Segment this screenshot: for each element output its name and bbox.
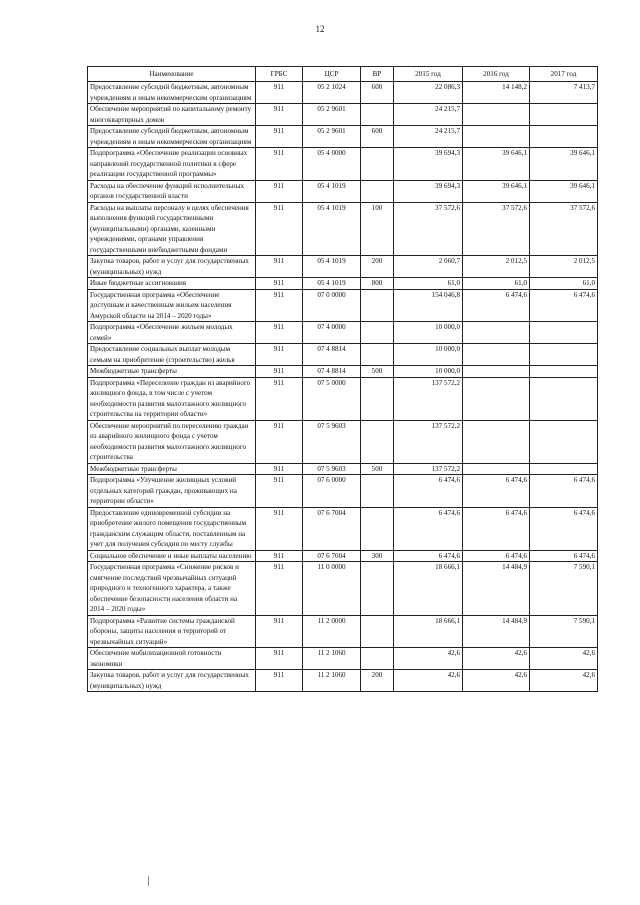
- cell-2017: 39 646,1: [530, 148, 598, 181]
- cell-name: Иные бюджетные ассигнования: [88, 278, 256, 290]
- header-grbs: ГРБС: [256, 67, 303, 82]
- cell-2017: 39 646,1: [530, 180, 598, 202]
- cell-csr: 07 0 0000: [303, 289, 361, 322]
- table-row: [88, 126, 598, 148]
- cell-csr: 07 4 0000: [303, 322, 361, 344]
- cell-vr: [361, 615, 394, 648]
- cell-vr: 800: [361, 278, 394, 290]
- cell-vr: [361, 420, 394, 463]
- cell-2017: [530, 126, 598, 148]
- cell-name: Обеспечение мобилизационной готовности экономики: [88, 648, 256, 670]
- cell-vr: [361, 180, 394, 202]
- cell-vr: 200: [361, 256, 394, 278]
- header-2016: 2016 год: [463, 67, 530, 82]
- cell-vr: 600: [361, 82, 394, 104]
- table-row: [88, 377, 598, 420]
- cell-2015: 6 474,6: [394, 550, 463, 562]
- table-row: [88, 322, 598, 344]
- cell-2017: 6 474,6: [530, 550, 598, 562]
- cell-2015: 42,6: [394, 670, 463, 692]
- cell-2017: [530, 463, 598, 475]
- cell-2015: 39 694,3: [394, 180, 463, 202]
- cell-2017: 42,6: [530, 648, 598, 670]
- cell-2015: 18 666,1: [394, 615, 463, 648]
- cell-2016: 6 474,6: [463, 289, 530, 322]
- cell-vr: [361, 344, 394, 366]
- cell-grbs: 911: [256, 377, 303, 420]
- cell-2016: 6 474,6: [463, 507, 530, 550]
- table-row: [88, 463, 598, 475]
- cell-2016: 14 484,9: [463, 562, 530, 616]
- header-csr: ЦСР: [303, 67, 361, 82]
- cell-2016: [463, 344, 530, 366]
- cell-vr: [361, 377, 394, 420]
- table-row: [88, 278, 598, 290]
- cell-vr: [361, 562, 394, 616]
- table-row: [88, 202, 598, 256]
- table-row: [88, 104, 598, 126]
- cell-name: Государственная программа «Снижение рисков и смягчение последствий чрезвычайных ситуаций природного и техногенного характера, а также обеспечение безопасности населения области на 2014 – 2020 годы»: [88, 562, 256, 616]
- cell-csr: 07 5 0000: [303, 377, 361, 420]
- table-row: [88, 648, 598, 670]
- cell-2015: 10 000,0: [394, 366, 463, 378]
- cell-grbs: 911: [256, 507, 303, 550]
- cell-2015: 137 572,2: [394, 463, 463, 475]
- cell-2016: 42,6: [463, 648, 530, 670]
- budget-table: [87, 66, 598, 692]
- table-row: [88, 562, 598, 616]
- cell-name: Предоставление социальных выплат молодым семьям на приобретение (строительство) жилья: [88, 344, 256, 366]
- cell-name: Закупка товаров, работ и услуг для государственных (муниципальных) нужд: [88, 256, 256, 278]
- cell-2016: 39 646,1: [463, 148, 530, 181]
- cell-2017: 37 572,6: [530, 202, 598, 256]
- cell-vr: [361, 104, 394, 126]
- cell-2017: 6 474,6: [530, 475, 598, 508]
- cell-vr: [361, 322, 394, 344]
- cell-2016: [463, 420, 530, 463]
- cell-grbs: 911: [256, 82, 303, 104]
- cell-2017: 6 474,6: [530, 289, 598, 322]
- cell-name: Обеспечение мероприятий по переселению граждан из аварийного жилищного фонда с учетом необходимости развития малоэтажного жилищного строительства: [88, 420, 256, 463]
- cell-2017: [530, 322, 598, 344]
- cell-vr: [361, 475, 394, 508]
- cell-2015: 42,6: [394, 648, 463, 670]
- cell-2015: 37 572,6: [394, 202, 463, 256]
- cell-name: Предоставление субсидий бюджетным, автономным учреждениям и иным некоммерческим организациям: [88, 82, 256, 104]
- table-row: [88, 420, 598, 463]
- cell-grbs: 911: [256, 550, 303, 562]
- cell-grbs: 911: [256, 463, 303, 475]
- cell-grbs: 911: [256, 148, 303, 181]
- cell-grbs: 911: [256, 322, 303, 344]
- cell-2016: [463, 126, 530, 148]
- cell-2015: 2 060,7: [394, 256, 463, 278]
- cell-2016: [463, 104, 530, 126]
- cell-2016: 14 148,2: [463, 82, 530, 104]
- cell-csr: 07 6 0000: [303, 475, 361, 508]
- cell-grbs: 911: [256, 562, 303, 616]
- cell-grbs: 911: [256, 366, 303, 378]
- cell-2017: [530, 104, 598, 126]
- cell-2016: 6 474,6: [463, 475, 530, 508]
- page-number: 12: [315, 24, 325, 34]
- cell-name: Подпрограмма «Переселение граждан из аварийного жилищного фонда, в том числе с учетом необходимости развития малоэтажного жилищного строительства на территории области»: [88, 377, 256, 420]
- cell-name: Закупка товаров, работ и услуг для государственных (муниципальных) нужд: [88, 670, 256, 692]
- cell-grbs: 911: [256, 344, 303, 366]
- cell-2017: [530, 344, 598, 366]
- cell-vr: 500: [361, 366, 394, 378]
- cell-2016: 39 646,1: [463, 180, 530, 202]
- cell-vr: [361, 648, 394, 670]
- table-row: [88, 550, 598, 562]
- cell-grbs: 911: [256, 278, 303, 290]
- cell-2016: 6 474,6: [463, 550, 530, 562]
- cell-2016: 42,6: [463, 670, 530, 692]
- cell-2016: 61,0: [463, 278, 530, 290]
- cell-name: Подпрограмма «Обеспечение реализации основных направлений государственной политики в сфере реализации государственной программы»: [88, 148, 256, 181]
- cell-csr: 11 2 1060: [303, 648, 361, 670]
- cell-grbs: 911: [256, 126, 303, 148]
- cell-2015: 10 000,0: [394, 344, 463, 366]
- cell-2016: [463, 377, 530, 420]
- cell-2017: 2 012,5: [530, 256, 598, 278]
- cell-vr: 500: [361, 463, 394, 475]
- cell-2016: [463, 322, 530, 344]
- cell-vr: 100: [361, 202, 394, 256]
- table-row: [88, 615, 598, 648]
- table-row: [88, 256, 598, 278]
- header-2015: 2015 год: [394, 67, 463, 82]
- cell-csr: 07 5 9603: [303, 463, 361, 475]
- cell-grbs: 911: [256, 289, 303, 322]
- table-row: [88, 507, 598, 550]
- cell-vr: 200: [361, 670, 394, 692]
- cell-2017: 7 590,1: [530, 562, 598, 616]
- cell-2015: 22 086,3: [394, 82, 463, 104]
- cell-vr: 300: [361, 550, 394, 562]
- header-2017: 2017 год: [530, 67, 598, 82]
- cell-grbs: 911: [256, 475, 303, 508]
- table-row: [88, 289, 598, 322]
- cell-csr: 11 2 0000: [303, 615, 361, 648]
- cell-name: Предоставление субсидий бюджетным, автономным учреждениям и иным некоммерческим организациям: [88, 126, 256, 148]
- cell-csr: 11 2 1060: [303, 670, 361, 692]
- cell-name: Расходы на обеспечение функций исполнительных органов государственной власти: [88, 180, 256, 202]
- cell-csr: 07 6 7004: [303, 507, 361, 550]
- cell-vr: [361, 289, 394, 322]
- cell-csr: 07 5 9603: [303, 420, 361, 463]
- cell-vr: [361, 507, 394, 550]
- cell-vr: [361, 148, 394, 181]
- cell-2017: [530, 366, 598, 378]
- cell-csr: 05 4 1019: [303, 202, 361, 256]
- table-row: [88, 148, 598, 181]
- table-row: [88, 82, 598, 104]
- cell-2017: [530, 377, 598, 420]
- cell-2015: 24 215,7: [394, 104, 463, 126]
- cell-2017: 61,0: [530, 278, 598, 290]
- table-row: [88, 366, 598, 378]
- cell-grbs: 911: [256, 256, 303, 278]
- cell-2016: 14 484,9: [463, 615, 530, 648]
- cell-vr: 600: [361, 126, 394, 148]
- cell-2015: 18 666,1: [394, 562, 463, 616]
- table-header-row: [88, 67, 598, 82]
- table-row: [88, 180, 598, 202]
- cell-name: Социальное обеспечение и иные выплаты населению: [88, 550, 256, 562]
- cell-2015: 24 215,7: [394, 126, 463, 148]
- cell-csr: 05 4 1019: [303, 256, 361, 278]
- cell-csr: 07 4 8814: [303, 366, 361, 378]
- cell-2017: [530, 420, 598, 463]
- cell-2016: [463, 366, 530, 378]
- cell-name: Предоставление единовременной субсидии на приобретение жилого помещения государственным гражданским служащим области, поставленным на учет для получения субсидии по месту службы: [88, 507, 256, 550]
- cell-csr: 07 4 8814: [303, 344, 361, 366]
- cell-name: Подпрограмма «Развитие системы гражданской обороны, защиты населения и территорий от чрезвычайных ситуаций»: [88, 615, 256, 648]
- cell-2015: 10 000,0: [394, 322, 463, 344]
- cell-name: Межбюджетные трансферты: [88, 366, 256, 378]
- cell-2017: 7 590,1: [530, 615, 598, 648]
- cell-grbs: 911: [256, 180, 303, 202]
- scan-mark: [148, 876, 149, 886]
- cell-csr: 11 0 0000: [303, 562, 361, 616]
- table-row: [88, 670, 598, 692]
- cell-csr: 05 4 0000: [303, 148, 361, 181]
- cell-name: Подпрограмма «Обеспечение жильем молодых семей»: [88, 322, 256, 344]
- cell-2017: 6 474,6: [530, 507, 598, 550]
- cell-grbs: 911: [256, 670, 303, 692]
- header-name: Наименование: [88, 67, 256, 82]
- cell-2017: 7 413,7: [530, 82, 598, 104]
- header-vr: ВР: [361, 67, 394, 82]
- cell-csr: 05 2 9601: [303, 126, 361, 148]
- cell-name: Расходы на выплаты персоналу в целях обеспечения выполнения функций государственными (муниципальными) органами, казенными учреждениями, органами управления государственными внебюджетными фондами: [88, 202, 256, 256]
- cell-2015: 137 572,2: [394, 377, 463, 420]
- cell-2015: 6 474,6: [394, 507, 463, 550]
- cell-2016: [463, 463, 530, 475]
- cell-grbs: 911: [256, 202, 303, 256]
- table-row: [88, 344, 598, 366]
- cell-csr: 07 6 7004: [303, 550, 361, 562]
- cell-2016: 2 012,5: [463, 256, 530, 278]
- cell-grbs: 911: [256, 104, 303, 126]
- cell-csr: 05 2 9601: [303, 104, 361, 126]
- cell-name: Обеспечение мероприятий по капитальному ремонту многоквартирных домов: [88, 104, 256, 126]
- cell-2015: 6 474,6: [394, 475, 463, 508]
- cell-csr: 05 2 1024: [303, 82, 361, 104]
- cell-2015: 154 046,8: [394, 289, 463, 322]
- cell-name: Государственная программа «Обеспечение доступным и качественным жильем населения Амурской области на 2014 – 2020 годы»: [88, 289, 256, 322]
- cell-2017: 42,6: [530, 670, 598, 692]
- cell-grbs: 911: [256, 648, 303, 670]
- cell-2015: 61,0: [394, 278, 463, 290]
- cell-name: Подпрограмма «Улучшение жилищных условий отдельных категорий граждан, проживающих на территории области»: [88, 475, 256, 508]
- table-row: [88, 475, 598, 508]
- cell-csr: 05 4 1019: [303, 180, 361, 202]
- cell-2016: 37 572,6: [463, 202, 530, 256]
- cell-2015: 137 572,2: [394, 420, 463, 463]
- cell-grbs: 911: [256, 615, 303, 648]
- cell-2015: 39 694,3: [394, 148, 463, 181]
- cell-csr: 05 4 1019: [303, 278, 361, 290]
- cell-grbs: 911: [256, 420, 303, 463]
- cell-name: Межбюджетные трансферты: [88, 463, 256, 475]
